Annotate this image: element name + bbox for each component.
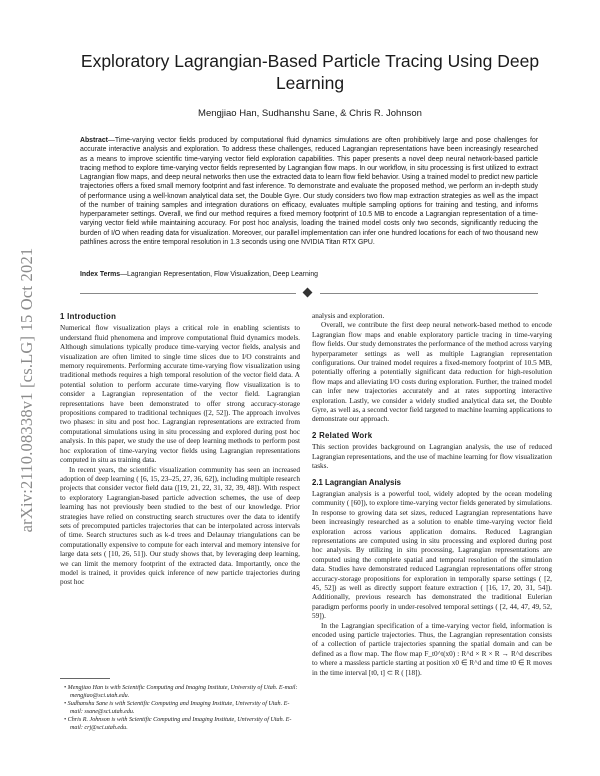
contribution-paragraph: Overall, we contribute the first deep neural network-based method to encode Lagrangian flow maps and enable exploratory particle tracing in time-varying flow fields. Our study demonstrates the performance of the method across varying hyperparameter settings as well as multiple Lagrangian representation configurations. Our trained model requires a fixed-memory footprint of 10.5 MB, potentially offering a potentially significant data reduction for high-resolution flow maps and alleviating I/O costs during exploration. Further, the trained model can infer new trajectories accurately and at rates supporting interactive exploration. Lastly, we consider a widely studied analytical data set, the Double Gyre, as well as, a second vector field targeted to machine learning applications to demonstrate our approach. bbox=[312, 321, 552, 424]
right-column bbox=[312, 312, 552, 678]
footnote-item: • Chris R. Johnson is with Scientific Computing and Imaging Institute, University of Utah. E-mail: crj@sci.utah.edu. bbox=[64, 717, 292, 732]
paper-title: Exploratory Lagrangian-Based Particle Tracing Using Deep Learning bbox=[80, 51, 540, 93]
separator-rule-left bbox=[80, 293, 296, 294]
section-heading-related-work: 2 Related Work bbox=[312, 430, 373, 440]
abstract-label: Abstract bbox=[80, 137, 108, 144]
abstract-text: —Time-varying vector fields produced by computational fluid dynamics simulations are often prohibitively large and pose challenges for accurate interactive analysis and exploration. To address these challenges, reduced Lagrangian representations have been increasingly researched as a means to improve scientific time-varying vector field exploration capabilities. This paper presents a novel deep neural network-based particle tracing method to explore time-varying vector fields represented by Lagrangian flow maps. In our workflow, in situ processing is first utilized to extract Lagrangian flow maps, and deep neural networks then use the extracted data to learn flow field behavior. Using a trained model to predict new particle trajectories offers a fixed small memory footprint and fast inference. To demonstrate and evaluate the proposed method, we perform an in-depth study of performance using a well-known analytical data set, the Double Gyre. Our study considers two flow map extraction strategies as well as the impact of the number of training samples and integration durations on efficacy, evaluates multiple sampling options for training and testing, and informs hyperparameter settings. Overall, we find our method requires a fixed memory footprint of 10.5 MB to encode a Lagrangian representation of a time-varying vector field while maintaining accuracy. For post hoc analysis, loading the trained model costs only two seconds, significantly reducing the burden of I/O when reading data for visualization. Moreover, our parallel implementation can infer one hundred locations for each of two thousand new pathlines across the entire temporal resolution in 1.3 seconds using one NVIDIA Titan RTX GPU. bbox=[80, 137, 538, 246]
subsection-heading-lagrangian-analysis: 2.1 Lagrangian Analysis bbox=[312, 477, 401, 487]
intro-paragraph-1: Numerical flow visualization plays a critical role in enabling scientists to understand fluid phenomena and improve computational fluid dynamics models. Although simulations typically produce time-varying vector fields, analysis and visualization are often limited to single time slices due to I/O constraints and memory requirements. Performing accurate time-varying flow visualization using traditional methods requires a high temporal resolution of the vector field data. A potential solution to perform accurate time-varying flow visualization is to consider a Lagrangian representation of the vector field. Lagrangian representations have been demonstrated to offer strong accuracy-storage propositions compared to traditional techniques ([2, 52]). The approach involves two phases: in situ and post hoc. Lagrangian representations are extracted from computational simulations using in situ processing and explored during post hoc analysis. In this paper, we study the use of deep learning methods to perform post hoc exploration of time-varying vector fields using Lagrangian representations computed in situ as training data. bbox=[60, 324, 300, 465]
abstract bbox=[80, 136, 538, 247]
lagrangian-analysis-paragraph-2: In the Lagrangian specification of a time-varying vector field, information is encoded using particle trajectories. Thus, the Lagrangian representation consists of a collection of particle trajectories spanning the spatial domain and can be defined as a flow map. The flow map F_t0^t(x0) : R^d × R × R → R^d describes to where a massless particle starting at position x0 ∈ R^d and time t0 ∈ R moves in the time interval [t0, t] ⊂ R ( [18]). bbox=[312, 621, 552, 677]
paper-authors: Mengjiao Han, Sudhanshu Sane, & Chris R. Johnson bbox=[198, 108, 422, 119]
footnote-text-3: Chris R. Johnson is with Scientific Computing and Imaging Institute, University of Utah. E-mail: crj@sci.utah.edu. bbox=[67, 717, 292, 732]
footnote-text-2: Sudhanshu Sane is with Scientific Computing and Imaging Institute, University of Utah. E-mail: ssane@sci.utah.edu. bbox=[67, 701, 290, 716]
intro-paragraph-2: In recent years, the scientific visualization community has seen an increased adoption of deep learning ( [6, 15, 23–25, 27, 36, 62]), including multiple research projects that consider vector field data ([19, 21, 22, 31, 32, 39, 48]). With respect to exploratory Lagrangian-based particle advection schemes, the use of deep learning has not previously been studied to the best of our knowledge. Prior strategies have relied on constructing search structures over the data to identify sets of precomputed particles trajectories that can be interpolated across intervals of time. Search structures such as k-d trees and Delaunay triangulations can be computationally expensive to compute for each interval and memory intensive for large data sets ( [10, 26, 51]). Our study shows that, by leveraging deep learning, we can limit the memory footprint of the extracted data. Importantly, once the model is trained, it provides quick inference of new particle trajectories during post hoc bbox=[60, 465, 300, 587]
author-footnotes bbox=[60, 684, 300, 733]
arxiv-sidebar-stamp bbox=[14, 190, 40, 590]
footnote-rule bbox=[60, 678, 110, 679]
related-work-intro: This section provides background on Lagrangian analysis, the use of reduced Lagrangian representations, and the use of machine learning for flow visualization tasks. bbox=[312, 443, 552, 471]
index-terms bbox=[80, 270, 538, 279]
section-heading-introduction: 1 Introduction bbox=[60, 312, 117, 321]
separator-diamond-icon bbox=[303, 288, 313, 298]
analysis-continuation: analysis and exploration. bbox=[312, 312, 385, 320]
index-terms-label: Index Terms bbox=[80, 271, 121, 278]
lagrangian-analysis-paragraph-1: Lagrangian analysis is a powerful tool, widely adopted by the ocean modeling community ( [60]), to explore time-varying vector fields generated by simulations. In response to growing data set sizes, reduced Lagrangian representations have been increasingly researched as a solution to enable time-varying vector field exploration across various application domains. Reduced Lagrangian representations are computed using in situ processing and explored during post hoc analysis. By utilizing in situ processing, Lagrangian representations are computed using the complete spatial and temporal resolution of the simulation data. Studies have demonstrated reduced Lagrangian representations offer strong accuracy-storage propositions for exploration in temporally sparse settings ( [2, 45, 52]) as well as directly support feature extraction ( [16, 17, 20, 31, 54]). Additionally, previous research has demonstrated the traditional Eulerian paradigm performs poorly in under-resolved temporal settings ( [2, 44, 47, 49, 52, 59]). bbox=[312, 489, 552, 621]
separator-rule-right bbox=[320, 293, 538, 294]
footnote-text-1: Mengjiao Han is with Scientific Computing and Imaging Institute, University of Utah. E-mail: mengjiao@sci.utah.edu. bbox=[67, 685, 298, 700]
footnote-item: • Sudhanshu Sane is with Scientific Computing and Imaging Institute, University of Utah. E-mail: ssane@sci.utah.edu. bbox=[64, 701, 290, 716]
index-terms-text: —Lagrangian Representation, Flow Visualization, Deep Learning bbox=[120, 271, 319, 278]
left-column bbox=[60, 312, 300, 588]
arxiv-identifier: arXiv:2110.08338v1 [cs.LG] 15 Oct 2021 bbox=[17, 247, 36, 533]
footnote-item: • Mengjiao Han is with Scientific Computing and Imaging Institute, University of Utah. E-mail: mengjiao@sci.utah.edu. bbox=[64, 685, 298, 700]
